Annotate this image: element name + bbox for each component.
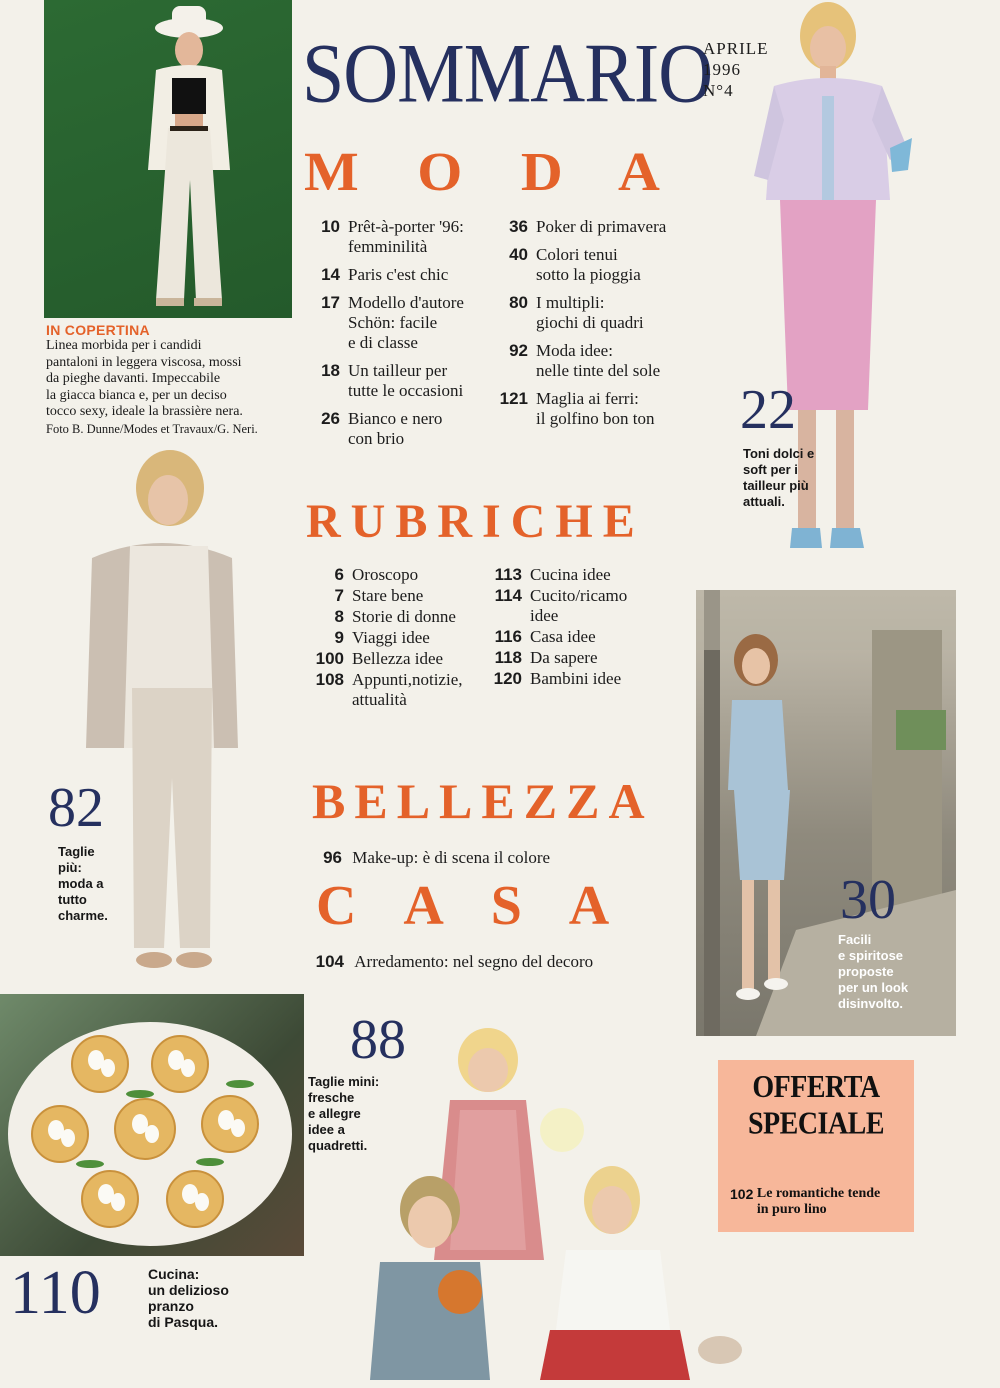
toc-entry (302, 649, 492, 669)
toc-entry-line: Un tailleur per (348, 361, 448, 380)
toc-entry-text (530, 627, 596, 647)
offer-title (718, 1069, 914, 1143)
toc-page-number: 104 (315, 952, 344, 971)
facili-spiritose-photo (696, 590, 956, 1036)
caption-line: Taglie mini: (308, 1074, 380, 1089)
caption-line: fresche (308, 1090, 355, 1105)
feature-82-caption (58, 844, 108, 924)
toc-entry-line: I multipli: (536, 293, 605, 312)
toc-entry-text (536, 389, 655, 429)
cover-line: pantaloni in leggera viscosa, mossi (46, 354, 242, 370)
offer-item (730, 1186, 880, 1218)
toc-entry-line: Paris c'est chic (348, 265, 449, 284)
toc-entry (302, 628, 492, 648)
feature-110-number: 110 (10, 1259, 101, 1327)
toc-entry-line: Poker di primavera (536, 217, 667, 236)
toc-page-number: 121 (499, 389, 528, 408)
caption-line: tailleur più (743, 478, 809, 493)
cover-line: tocco sexy, ideale la brassière nera. (46, 404, 243, 419)
toc-entry-text (352, 670, 462, 710)
toc-entry-line: giochi di quadri (536, 313, 644, 332)
toc-entry (490, 341, 690, 381)
caption-line: Cucina: (148, 1266, 200, 1282)
toc-entry (478, 565, 678, 585)
cover-caption (46, 322, 296, 437)
caption-line: e allegre (308, 1106, 361, 1121)
toc-entry-text (352, 607, 456, 627)
toc-entry-text (530, 669, 621, 689)
toc-entry-text (352, 565, 418, 585)
feature-110-caption (148, 1266, 229, 1330)
toc-entry-line: Appunti,notizie, (352, 670, 463, 689)
caption-line: quadretti. (308, 1138, 368, 1153)
toc-entry (478, 669, 678, 689)
toc-entry-line: sotto la pioggia (536, 265, 641, 284)
feature-82-number: 82 (48, 777, 104, 839)
toc-page-number: 17 (321, 293, 340, 312)
caption-line: proposte (838, 964, 894, 979)
toc-entry-text (530, 648, 598, 668)
toc-entry-line: tutte le occasioni (348, 381, 464, 400)
toc-entry (302, 409, 492, 449)
toc-entry-line: Prêt-à-porter '96: (348, 217, 464, 236)
toc-entry-text (536, 217, 666, 237)
toc-entry-text (536, 293, 644, 333)
toc-entry-line: Oroscopo (352, 565, 419, 584)
pasta-nests-illustration (0, 994, 304, 1256)
toc-entry (302, 607, 492, 627)
toc-entry-line: Maglia ai ferri: (536, 389, 639, 408)
toc-page-number: 96 (323, 848, 342, 867)
caption-line: pranzo (148, 1298, 194, 1314)
casa-item (302, 952, 593, 972)
offer-title-line: OFFERTA (752, 1069, 880, 1105)
offer-number: 102 (730, 1186, 754, 1202)
feature-22-caption (743, 446, 814, 510)
toc-entry-text (352, 628, 430, 648)
issue-number: N°4 (703, 81, 734, 100)
toc-page-number: 114 (494, 586, 522, 605)
toc-entry-line: Schön: facile (348, 313, 438, 332)
toc-page-number: 118 (494, 648, 522, 667)
toc-entry-text: Arredamento: nel segno del decoro (354, 952, 594, 971)
cover-line: la giacca bianca e, per un deciso (46, 387, 227, 403)
caption-line: tutto (58, 892, 87, 907)
offer-box (718, 1060, 914, 1232)
page-title: SOMMARIO (302, 26, 713, 121)
feature-22-number: 22 (740, 379, 796, 441)
cover-photo (44, 0, 292, 318)
caption-line: charme. (58, 908, 108, 923)
offer-text-line: Le romantiche tende (756, 1186, 881, 1201)
caption-line: un delizioso (148, 1282, 229, 1298)
toc-entry (478, 627, 678, 647)
toc-entry-line: Da sapere (530, 648, 598, 667)
toc-entry (478, 648, 678, 668)
toc-entry-text (352, 649, 443, 669)
toc-entry-line: Cucito/ricamo (530, 586, 628, 605)
toc-entry-text (536, 341, 660, 381)
section-rubriche-title: RUBRICHE (306, 495, 645, 548)
feature-30-caption (838, 932, 908, 1012)
toc-page-number: 80 (509, 293, 528, 312)
toc-entry-text (530, 586, 627, 626)
toc-entry-text (348, 217, 464, 257)
toc-page-number: 14 (321, 265, 340, 284)
cover-model-illustration (44, 0, 292, 318)
toc-entry (302, 670, 492, 710)
moda-right-column (490, 217, 690, 437)
caption-line: moda a (58, 876, 104, 891)
toc-entry (478, 586, 678, 626)
toc-entry-line: Modello d'autore (348, 293, 464, 312)
caption-line: Taglie (58, 844, 95, 859)
toc-entry-line: e di classe (348, 333, 418, 352)
toc-page-number: 36 (509, 217, 528, 236)
toc-entry-text (348, 293, 464, 353)
toc-entry-line: Colori tenui (536, 245, 618, 264)
toc-entry-line: attualità (352, 690, 407, 709)
toc-entry-text (348, 361, 463, 401)
toc-entry-line: idee (530, 606, 559, 625)
toc-entry-line: Bambini idee (530, 669, 622, 688)
toc-page-number: 26 (321, 409, 340, 428)
toc-entry (302, 361, 492, 401)
caption-line: Facili (838, 932, 872, 947)
caption-line: di Pasqua. (148, 1314, 219, 1330)
toc-entry-line: Viaggi idee (352, 628, 430, 647)
caption-line: più: (58, 860, 82, 875)
issue-year: 1996 (703, 60, 741, 79)
toc-page-number: 8 (334, 607, 344, 626)
facili-spiritose-illustration (696, 590, 956, 1036)
toc-entry-line: Casa idee (530, 627, 596, 646)
caption-line: idee a (308, 1122, 345, 1137)
toc-entry-text (348, 265, 448, 285)
toc-page-number: 116 (494, 627, 522, 646)
toc-page-number: 7 (334, 586, 344, 605)
toc-entry-line: il golfino bon ton (536, 409, 655, 428)
toc-entry-line: Bianco e nero (348, 409, 443, 428)
section-moda-title: M O D A (304, 140, 682, 203)
cover-heading: IN COPERTINA (46, 322, 150, 338)
caption-line: soft per i (743, 462, 798, 477)
toc-entry-text (530, 565, 611, 585)
toc-page-number: 120 (493, 669, 522, 688)
toc-entry-text: Make-up: è di scena il colore (352, 848, 551, 867)
bellezza-item (302, 848, 550, 868)
toc-entry (302, 217, 492, 257)
toc-entry-line: Cucina idee (530, 565, 611, 584)
toc-page-number: 18 (321, 361, 340, 380)
toc-entry (490, 293, 690, 333)
toc-entry-line: Bellezza idee (352, 649, 444, 668)
feature-88-caption (308, 1074, 379, 1154)
cucina-photo (0, 994, 304, 1256)
toc-entry-line: Moda idee: (536, 341, 613, 360)
cover-line: da pieghe davanti. Impeccabile (46, 371, 221, 386)
caption-line: disinvolto. (838, 996, 903, 1011)
toc-page-number: 9 (334, 628, 344, 647)
toc-entry-line: con brio (348, 429, 405, 448)
toc-entry (302, 265, 492, 285)
offer-text-line: in puro lino (756, 1202, 827, 1217)
toc-entry (302, 586, 492, 606)
toc-page-number: 113 (494, 565, 522, 584)
toc-entry (302, 565, 492, 585)
caption-line: e spiritose (838, 948, 904, 963)
caption-line: per un look (838, 980, 909, 995)
offer-title-line: SPECIALE (747, 1106, 885, 1142)
issue-month: APRILE (703, 39, 769, 58)
toc-entry-line: nelle tinte del sole (536, 361, 661, 380)
rubriche-right-column (478, 565, 678, 690)
moda-left-column (302, 217, 492, 457)
toc-entry (490, 389, 690, 429)
toc-entry-line: Storie di donne (352, 607, 456, 626)
toc-page-number: 92 (509, 341, 528, 360)
feature-30-number: 30 (840, 869, 896, 931)
cover-credit: Foto B. Dunne/Modes et Travaux/G. Neri. (46, 421, 258, 436)
caption-line: Toni dolci e (743, 446, 815, 461)
caption-line: attuali. (743, 494, 785, 509)
toc-page-number: 6 (334, 565, 344, 584)
toc-page-number: 108 (315, 670, 344, 689)
toc-page-number: 10 (321, 217, 340, 236)
section-casa-title: C A S A (316, 875, 628, 937)
rubriche-left-column (302, 565, 492, 711)
toc-entry (490, 217, 690, 237)
cover-text (46, 338, 296, 437)
toc-page-number: 40 (509, 245, 528, 264)
toc-entry-line: femminilità (348, 237, 428, 256)
toc-entry-text (536, 245, 641, 285)
toc-page-number: 100 (315, 649, 344, 668)
toc-entry-line: Stare bene (352, 586, 424, 605)
toc-entry-text (352, 586, 423, 606)
section-bellezza-title: BELLEZZA (312, 773, 654, 829)
toc-entry-text (348, 409, 442, 449)
toc-entry (302, 293, 492, 353)
toc-entry (490, 245, 690, 285)
feature-88-number: 88 (350, 1009, 406, 1071)
cover-line: Linea morbida per i candidi (46, 338, 202, 353)
